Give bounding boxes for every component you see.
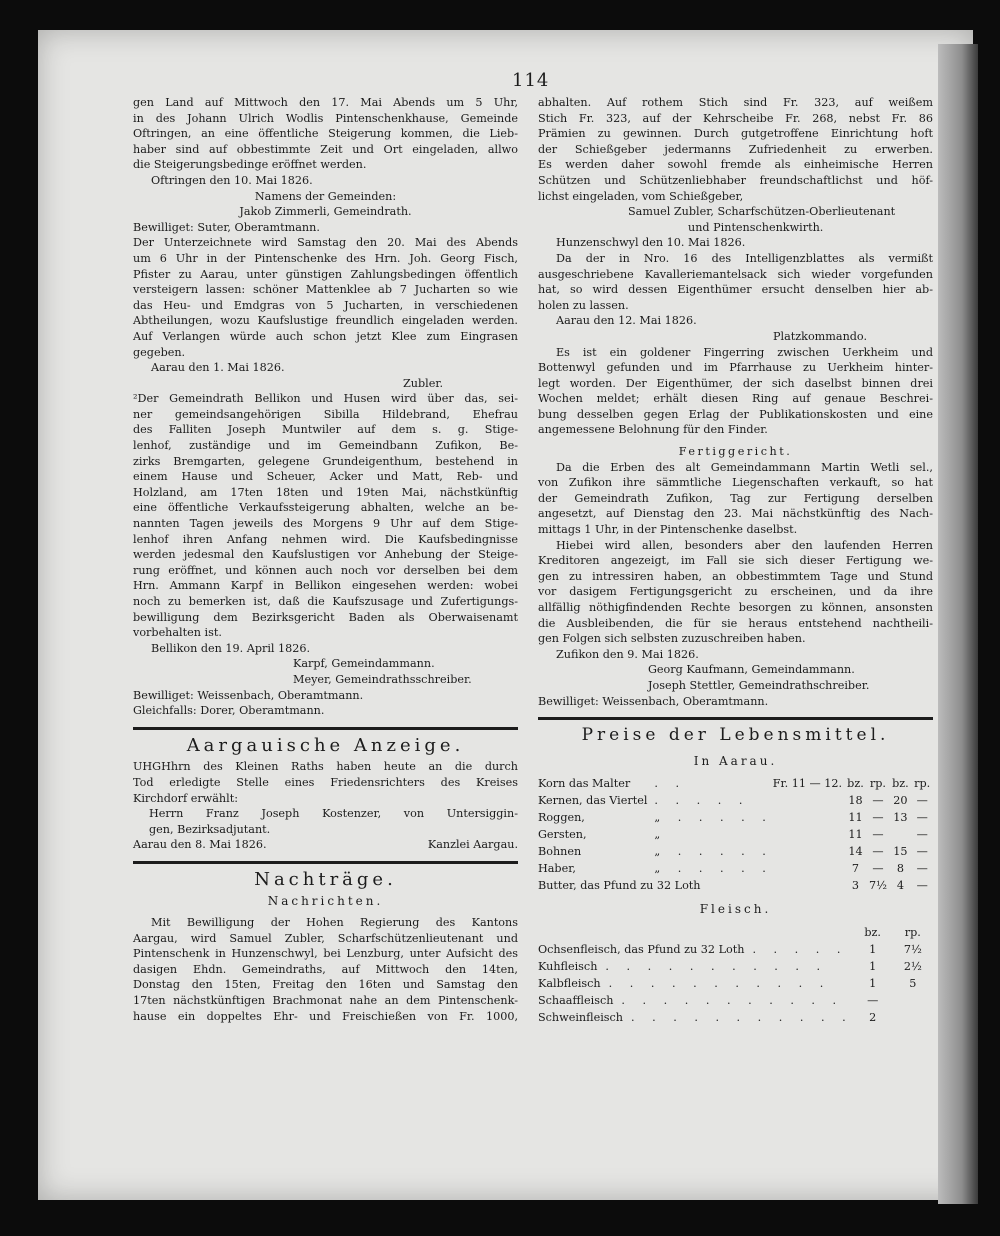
price-rappen: 5 xyxy=(909,976,917,990)
signature: Zubler. xyxy=(403,376,444,390)
text-line: dasigen Ehdn. Gemeindraths, auf Mittwoch den 14ten, xyxy=(133,962,518,976)
price-batzen: 1 xyxy=(869,959,877,973)
price-rappen: — xyxy=(916,862,928,876)
text-line: eine öffentliche Verkaufssteigerung abhalten, welche an be- xyxy=(133,501,518,515)
table-row xyxy=(538,826,933,843)
text-line: Herrn Franz Joseph Kostenzer, von Untersiggin- xyxy=(149,807,518,821)
text-line: Es werden daher sowohl fremde als einheimische Herren xyxy=(538,158,933,172)
notice-date: Bellikon den 19. April 1826. xyxy=(151,641,311,655)
price-rappen: — xyxy=(916,811,928,825)
section-divider xyxy=(133,861,518,864)
text-line: nannten Tagen jeweils des Morgens 9 Uhr auf dem Stige- xyxy=(133,517,518,531)
price-batzen: — xyxy=(867,993,879,1007)
price-rappen: — xyxy=(872,828,884,842)
text-line: 17ten nächstkünftigen Brachmonat nahe an dem Pintenschenk- xyxy=(133,994,518,1008)
signature: Platzkommando. xyxy=(773,329,868,343)
meat-price-table xyxy=(538,924,933,1026)
text-line: werden jedesmal den Kaufslustigen vor Anhebung der Steige- xyxy=(133,548,518,562)
signature: Namens der Gemeinden: xyxy=(254,189,397,203)
price-rappen: — xyxy=(916,845,928,859)
text-line: um 6 Uhr in der Pintenschenke des Hrn. Joh. Georg Fisch, xyxy=(133,251,518,265)
aargau-section xyxy=(133,734,518,853)
notice-oftringen xyxy=(133,95,518,235)
price-batzen: 15 xyxy=(893,845,908,859)
text-line: Mit Bewilligung der Hohen Regierung des Kantons xyxy=(151,916,518,930)
table-row xyxy=(538,877,933,894)
text-line: lenhof, zuständige und im Gemeindbann Zufikon, Be- xyxy=(133,439,518,453)
price-item: Haber, xyxy=(538,862,576,876)
text-line: Holzland, am 17ten 18ten und 19ten Mai, nächstkünftig xyxy=(133,485,518,499)
text-line: die Steigerungsbedinge eröffnet werden. xyxy=(133,158,367,172)
text-line: noch zu bemerken ist, daß die Kaufszusage und Zufertigungs- xyxy=(133,595,518,608)
section-title: Fertiggericht. xyxy=(678,445,793,459)
text-line: Da der in Nro. 16 des Intelligenzblattes als vermißt xyxy=(556,251,933,265)
text-line: versteigern lassen: schöner Mattenklee ab 7 Jucharten so wie xyxy=(133,283,518,297)
price-batzen: 20 xyxy=(893,794,908,808)
price-batzen: 18 xyxy=(848,794,863,808)
price-rappen: — xyxy=(916,794,928,808)
text-line: Schützen und Schützenliebhaber freundschaftlichst und höf- xyxy=(538,173,933,187)
text-line: legt worden. Der Eigenthümer, der sich daselbst binnen drei xyxy=(538,376,933,390)
text-line: von Zufikon ihre sämmtliche Liegenschaften verkauft, so hat xyxy=(538,476,933,490)
table-row xyxy=(538,775,933,792)
price-batzen: bz. xyxy=(892,777,909,791)
price-batzen: 1 xyxy=(869,976,877,990)
text-line: Auf Verlangen würde auch schon jetzt Klee zum Eingrasen xyxy=(133,329,518,343)
table-row xyxy=(538,941,933,958)
text-line: bung desselben gegen Erlag der Publikationskosten und eine xyxy=(538,407,933,421)
price-item-line xyxy=(538,992,853,1009)
text-line: vor dasigem Fertigungsgericht zu erscheinen, und da ihre xyxy=(538,585,933,599)
price-item: Kalbfleisch xyxy=(538,976,601,990)
text-line: Kirchdorf erwählt: xyxy=(133,791,238,805)
text-line: vorbehalten ist. xyxy=(133,626,222,640)
price-item-line xyxy=(538,1009,853,1026)
notice-mantelsack xyxy=(538,251,933,345)
price-item: Butter, das Pfund zu 32 Loth xyxy=(538,879,701,893)
text-line: gen Land auf Mittwoch den 17. Mai Abends um 5 Uhr, xyxy=(133,96,518,109)
signature: und Pintenschenkwirth. xyxy=(688,220,824,234)
text-line: lichst eingeladen, vom Schießgeber, xyxy=(538,189,744,203)
approval: Gleichfalls: Dorer, Oberamtmann. xyxy=(133,704,325,718)
text-line: der Gemeindrath Zufikon, Tag zur Fertigung derselben xyxy=(538,491,933,505)
text-line: UHGHhrn des Kleinen Raths haben heute an die durch xyxy=(133,760,518,774)
prices-section xyxy=(538,725,933,1026)
signature: Karpf, Gemeindammann. xyxy=(293,657,435,671)
table-row xyxy=(538,809,933,826)
price-rappen: — xyxy=(872,862,884,876)
text-line: Pfister zu Aarau, unter günstigen Zahlungsbedingen öffentlich xyxy=(133,267,518,281)
text-line: mittags 1 Uhr, in der Pintenschenke daselbst. xyxy=(538,523,798,537)
price-franken xyxy=(773,843,845,860)
leader-dots: „ . . . . . xyxy=(654,862,773,876)
table-row xyxy=(538,958,933,975)
text-line: Kreditoren angezeigt, im Fall sie sich dieser Fertigung we- xyxy=(538,554,933,568)
price-item: Kuhfleisch xyxy=(538,959,598,973)
price-item: Roggen, xyxy=(538,811,585,825)
leader-dots: „ . . . . . xyxy=(654,811,773,825)
price-rappen xyxy=(893,992,933,1009)
notice-schiessen-cont xyxy=(538,95,933,251)
text-line: Prämien zu gewinnen. Durch gutgetroffene Einrichtung hoft xyxy=(538,127,933,141)
price-batzen: 4 xyxy=(896,879,904,893)
page-number: 114 xyxy=(512,70,550,91)
leader-dots: „ xyxy=(654,828,668,842)
text-line: gen zu intressiren haben, an obbestimmtem Tage und Stund xyxy=(538,569,933,583)
table-row xyxy=(538,843,933,860)
table-row xyxy=(538,860,933,877)
text-line: Bottenwyl gefunden und im Pfarrhause zu Uerkheim hinter- xyxy=(538,361,933,375)
text-line: Pintenschenk in Hunzenschwyl, bei Lenzburg, unter Aufsicht des xyxy=(133,947,518,961)
text-line: allfällig nöthigfindenden Rechte besorgen zu können, ansonsten xyxy=(538,601,933,614)
notice-date: Aarau den 1. Mai 1826. xyxy=(151,361,285,375)
text-line: lenhof ihren Anfang nehmen wird. Die Kaufsbedingnisse xyxy=(133,532,518,546)
text-line: der Schießgeber jedermanns Zufriedenheit zu erwerben. xyxy=(538,142,933,156)
text-line: angesetzt, auf Dienstag den 23. Mai nächstkünftig des Nach- xyxy=(538,507,933,521)
price-batzen: bz. xyxy=(847,777,864,791)
price-rappen xyxy=(893,1009,933,1026)
text-line: rung eröffnet, und können auch noch vor derselben bei dem xyxy=(133,563,518,577)
price-batzen: 7 xyxy=(851,862,860,876)
price-item-line xyxy=(538,941,853,958)
text-line: Stich Fr. 323, auf der Kehrscheibe Fr. 268, nebst Fr. 86 xyxy=(538,111,933,125)
leader-dots: . . . . . . . . . . . xyxy=(631,1010,853,1024)
price-rappen: — xyxy=(872,845,884,859)
text-line: die Ausbleibenden, die für sie heraus entstehend nachtheili- xyxy=(538,616,933,630)
price-rappen: — xyxy=(916,879,928,893)
section-divider xyxy=(538,717,933,720)
text-line: gen Folgen sich selbsten zuzuschreiben haben. xyxy=(538,632,806,646)
notice-date: Oftringen den 10. Mai 1826. xyxy=(151,173,313,187)
price-batzen: 11 xyxy=(848,811,863,825)
price-item: Ochsenfleisch, das Pfund zu 32 Loth xyxy=(538,942,745,956)
text-line: ausgeschriebene Kavalleriemantelsack sich wieder vorgefunden xyxy=(538,267,933,281)
text-line: Es ist ein goldener Fingerring zwischen Uerkheim und xyxy=(556,345,933,359)
signature: Georg Kaufmann, Gemeindammann. xyxy=(648,663,855,677)
text-line: Hrn. Ammann Karpf in Bellikon eingesehen werden: wobei xyxy=(133,579,518,593)
leader-dots: . . . . . xyxy=(752,942,848,956)
notice-fingerring xyxy=(538,345,933,439)
price-rappen: — xyxy=(872,794,884,808)
signature: Joseph Stettler, Gemeindrathschreiber. xyxy=(648,678,870,692)
subsection-title: Nachrichten. xyxy=(267,893,384,908)
notice-bellikon xyxy=(133,391,518,718)
price-rappen: 7½ xyxy=(868,879,887,893)
section-title: Preise der Lebensmittel. xyxy=(581,725,890,746)
approval: Bewilliget: Weissenbach, Oberamtmann. xyxy=(538,694,769,708)
text-line: bewilligung dem Bezirksgericht Baden als Oberwaisenamt xyxy=(133,610,518,624)
section-title: Nachträge. xyxy=(254,868,397,890)
column-header: bz. xyxy=(864,925,881,939)
price-batzen: 2 xyxy=(869,1010,877,1024)
text-line: Donstag den 15ten, Freitag den 16ten und Samstag den xyxy=(133,978,518,992)
price-batzen: 13 xyxy=(893,811,908,825)
price-franken xyxy=(773,860,845,877)
price-rappen: 2½ xyxy=(903,959,922,973)
price-franken xyxy=(773,809,845,826)
text-line: Der Unterzeichnete wird Samstag den 20. Mai des Abends xyxy=(133,236,518,250)
signature: Jakob Zimmerli, Gemeindrath. xyxy=(239,205,412,219)
price-item: Korn das Malter xyxy=(538,777,631,791)
price-batzen: 14 xyxy=(848,845,863,859)
leader-dots: . . . . . xyxy=(654,794,750,808)
section-title: Aargauische Anzeige. xyxy=(186,734,465,756)
text-line: Abtheilungen, wozu Kaufslustige freundlich eingeladen werden. xyxy=(133,314,518,328)
signature: Meyer, Gemeindrathsschreiber. xyxy=(293,672,472,686)
right-column xyxy=(538,95,933,1026)
leader-dots: . . xyxy=(654,777,687,791)
signature: Samuel Zubler, Scharfschützen-Oberlieutenant xyxy=(628,205,896,219)
text-line: einem Hause und Scheuer, Acker und Matt, Reb- und xyxy=(133,470,518,484)
leader-dots: . . . . . . . . . . . xyxy=(608,976,831,990)
price-rappen: — xyxy=(872,811,884,825)
text-line: des Falliten Joseph Muntwiler auf dem s. g. Stige- xyxy=(133,423,518,437)
leader-dots: „ . . . . . xyxy=(654,845,773,859)
notice-date: Aarau den 8. Mai 1826. xyxy=(133,838,267,852)
notice-klee xyxy=(133,235,518,391)
book-spine xyxy=(938,44,978,1204)
column-header: rp. xyxy=(904,925,921,939)
left-column xyxy=(133,95,518,1024)
approval: Bewilliget: Weissenbach, Oberamtmann. xyxy=(133,688,364,702)
text-line: Oftringen, an eine öffentliche Steigerung kommen, die Lieb- xyxy=(133,127,518,141)
text-line: zirks Bremgarten, gelegene Grundeigenthum, bestehend in xyxy=(133,454,518,468)
text-line: Aargau, wird Samuel Zubler, Scharfschützenlieutenant und xyxy=(133,931,518,945)
price-rappen: rp. xyxy=(869,777,886,791)
text-line: gegeben. xyxy=(133,345,186,359)
text-line: Hiebei wird allen, besonders aber den laufenden Herren xyxy=(556,538,933,552)
price-item: Kernen, das Viertel xyxy=(538,794,648,808)
price-item: Bohnen xyxy=(538,845,582,859)
notice-date-line xyxy=(133,837,518,853)
approval: Bewilliget: Suter, Oberamtmann. xyxy=(133,220,320,234)
text-line: Da die Erben des alt Gemeindammann Martin Wetli sel., xyxy=(556,460,933,474)
notice-date: Aarau den 12. Mai 1826. xyxy=(556,314,697,328)
text-line: holen zu lassen. xyxy=(538,298,629,312)
text-line: abhalten. Auf rothem Stich sind Fr. 323, auf weißem xyxy=(538,96,933,109)
text-line: das Heu- und Emdgras von 5 Jucharten, in verschiedenen xyxy=(133,298,518,312)
text-line: Tod erledigte Stelle eines Friedensrichters des Kreises xyxy=(133,775,518,789)
leader-dots: . . . . . . . . . . . xyxy=(621,993,844,1007)
price-rappen: rp. xyxy=(914,777,931,791)
price-franken xyxy=(773,826,845,843)
signature: Kanzlei Aargau. xyxy=(427,838,518,852)
notice-date: Hunzenschwyl den 10. Mai 1826. xyxy=(556,236,746,250)
price-batzen xyxy=(889,826,911,843)
price-item: Schaaffleisch xyxy=(538,993,614,1007)
section-divider xyxy=(133,727,518,730)
grain-price-table xyxy=(538,775,933,894)
nachtraege-section xyxy=(133,868,518,1024)
leader-dots: . . . . . . . . . . . xyxy=(605,959,828,973)
text-line: angemessene Belohnung für den Finder. xyxy=(538,423,768,437)
price-rappen: — xyxy=(916,828,928,842)
price-batzen: 3 xyxy=(851,879,860,893)
price-franken xyxy=(773,792,845,809)
price-batzen: 11 xyxy=(848,828,863,842)
text-line: Wochen meldet; erhält diesen Ring auf genaue Beschrei- xyxy=(538,392,933,406)
text-line: hause ein doppeltes Ehr- und Freischießen von Fr. 1000, xyxy=(133,1009,518,1023)
price-rappen: 7½ xyxy=(903,942,922,956)
text-line: gen, Bezirksadjutant. xyxy=(149,822,271,836)
text-line: ²Der Gemeindrath Bellikon und Husen wird über das, sei- xyxy=(133,392,518,406)
subsection-title: Fleisch. xyxy=(699,902,772,917)
price-item-line xyxy=(538,958,853,975)
notice-date: Zufikon den 9. Mai 1826. xyxy=(556,647,699,661)
price-item: Gersten, xyxy=(538,828,587,842)
price-item-line xyxy=(538,975,853,992)
text-line: ner gemeindsangehörigen Sibilla Hildebrand, Ehefrau xyxy=(133,407,518,421)
table-row xyxy=(538,1009,933,1026)
subsection-title: In Aarau. xyxy=(693,753,778,768)
price-batzen: 1 xyxy=(869,942,877,956)
fertiggericht-section xyxy=(538,444,933,709)
price-batzen: 8 xyxy=(896,862,904,876)
text-line: haber sind auf obbestimmte Zeit und Ort eingeladen, allwo xyxy=(133,142,518,156)
text-line: hat, so wird dessen Eigenthümer ersucht denselben hier ab- xyxy=(538,283,933,297)
text-line: in des Johann Ulrich Wodlis Pintenschenkhause, Gemeinde xyxy=(133,111,518,125)
price-item: Schweinfleisch xyxy=(538,1010,623,1024)
table-header-row xyxy=(538,924,933,941)
table-row xyxy=(538,792,933,809)
table-row xyxy=(538,992,933,1009)
price-franken: Fr. 11 — 12. xyxy=(772,777,843,791)
table-row xyxy=(538,975,933,992)
